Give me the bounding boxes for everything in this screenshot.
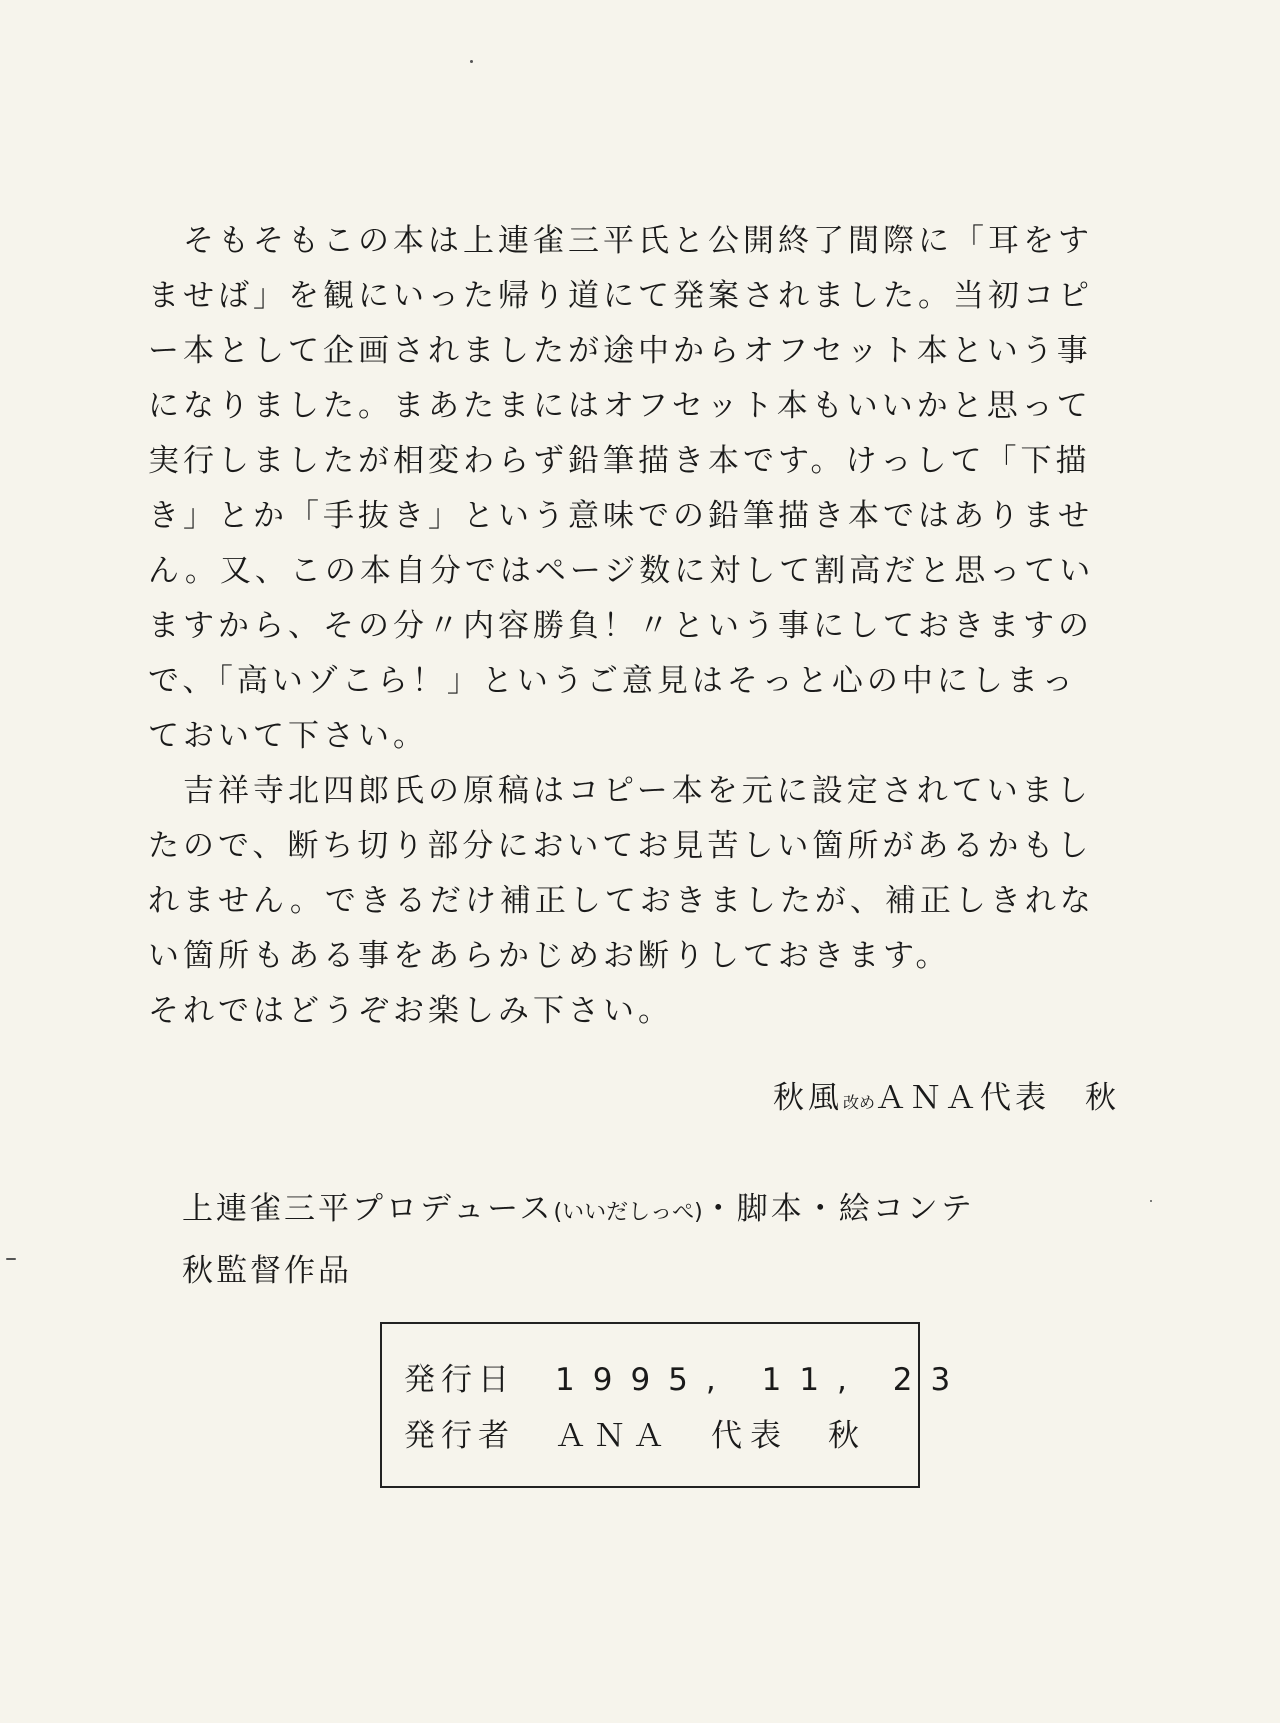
text-line: ませば」を観にいった帰り道にて発案されました。当初コピ [148, 278, 1093, 314]
credits-line-1 [182, 1180, 975, 1242]
text-line: れません。できるだけ補正しておきましたが、補正しきれな [148, 883, 1095, 919]
credits-producer-note: (いいだしっぺ) [553, 1200, 703, 1225]
publisher-row [404, 1410, 867, 1455]
text-line: 実行しましたが相変わらず鉛筆描き本です。けっして「下描 [148, 443, 1091, 479]
production-credits [182, 1180, 975, 1300]
paper-speck [470, 60, 473, 63]
publisher-value: ＡＮＡ 代表 秋 [555, 1418, 867, 1454]
text-line: ん。又、この本自分ではページ数に対して割高だと思ってい [148, 553, 1095, 589]
text-line: い箇所もある事をあらかじめお断りしておきます。 [148, 938, 951, 974]
issue-date-label: 発行日 [404, 1362, 515, 1398]
author-signature [773, 1072, 1120, 1117]
publisher-label: 発行者 [404, 1418, 515, 1454]
credits-line-2: 秋監督作品 [182, 1253, 352, 1289]
text-line: ー本として企画されましたが途中からオフセット本という事 [148, 333, 1092, 369]
text-line: になりました。まあたまにはオフセット本もいいかと思って [148, 388, 1092, 424]
signature-former-name: 秋風 [772, 1080, 843, 1116]
paper-speck [6, 1258, 16, 1260]
signature-small-note: 改め [842, 1093, 875, 1112]
issue-date-value: 1995, 11, 23 [555, 1362, 969, 1398]
text-line: ますから、その分〃内容勝負！〃という事にしておきますの [148, 608, 1093, 644]
colophon-box [380, 1322, 969, 1488]
credits-roles: ・脚本・絵コンテ [702, 1191, 975, 1227]
issue-date-row [404, 1354, 968, 1399]
preface-text [148, 214, 1128, 1039]
text-line: き」とか「手抜き」という意味での鉛筆描き本ではありませ [148, 498, 1093, 534]
text-line: たので、断ち切り部分においてお見苦しい箇所があるかもし [148, 828, 1093, 864]
credits-producer: 上連雀三平プロデュース [182, 1191, 554, 1227]
text-line: それではどうぞお楽しみ下さい。 [148, 993, 673, 1029]
signature-current-name: ＡＮＡ代表 秋 [875, 1080, 1120, 1116]
text-line: で、「高いゾこら！」というご意見はそっと心の中にしまっ [148, 663, 1077, 699]
text-line: 吉祥寺北四郎氏の原稿はコピー本を元に設定されていまし [148, 773, 1092, 809]
paper-speck [1150, 1200, 1152, 1202]
text-line: そもそもこの本は上連雀三平氏と公開終了間際に「耳をす [148, 223, 1093, 259]
text-line: ておいて下さい。 [148, 718, 428, 754]
